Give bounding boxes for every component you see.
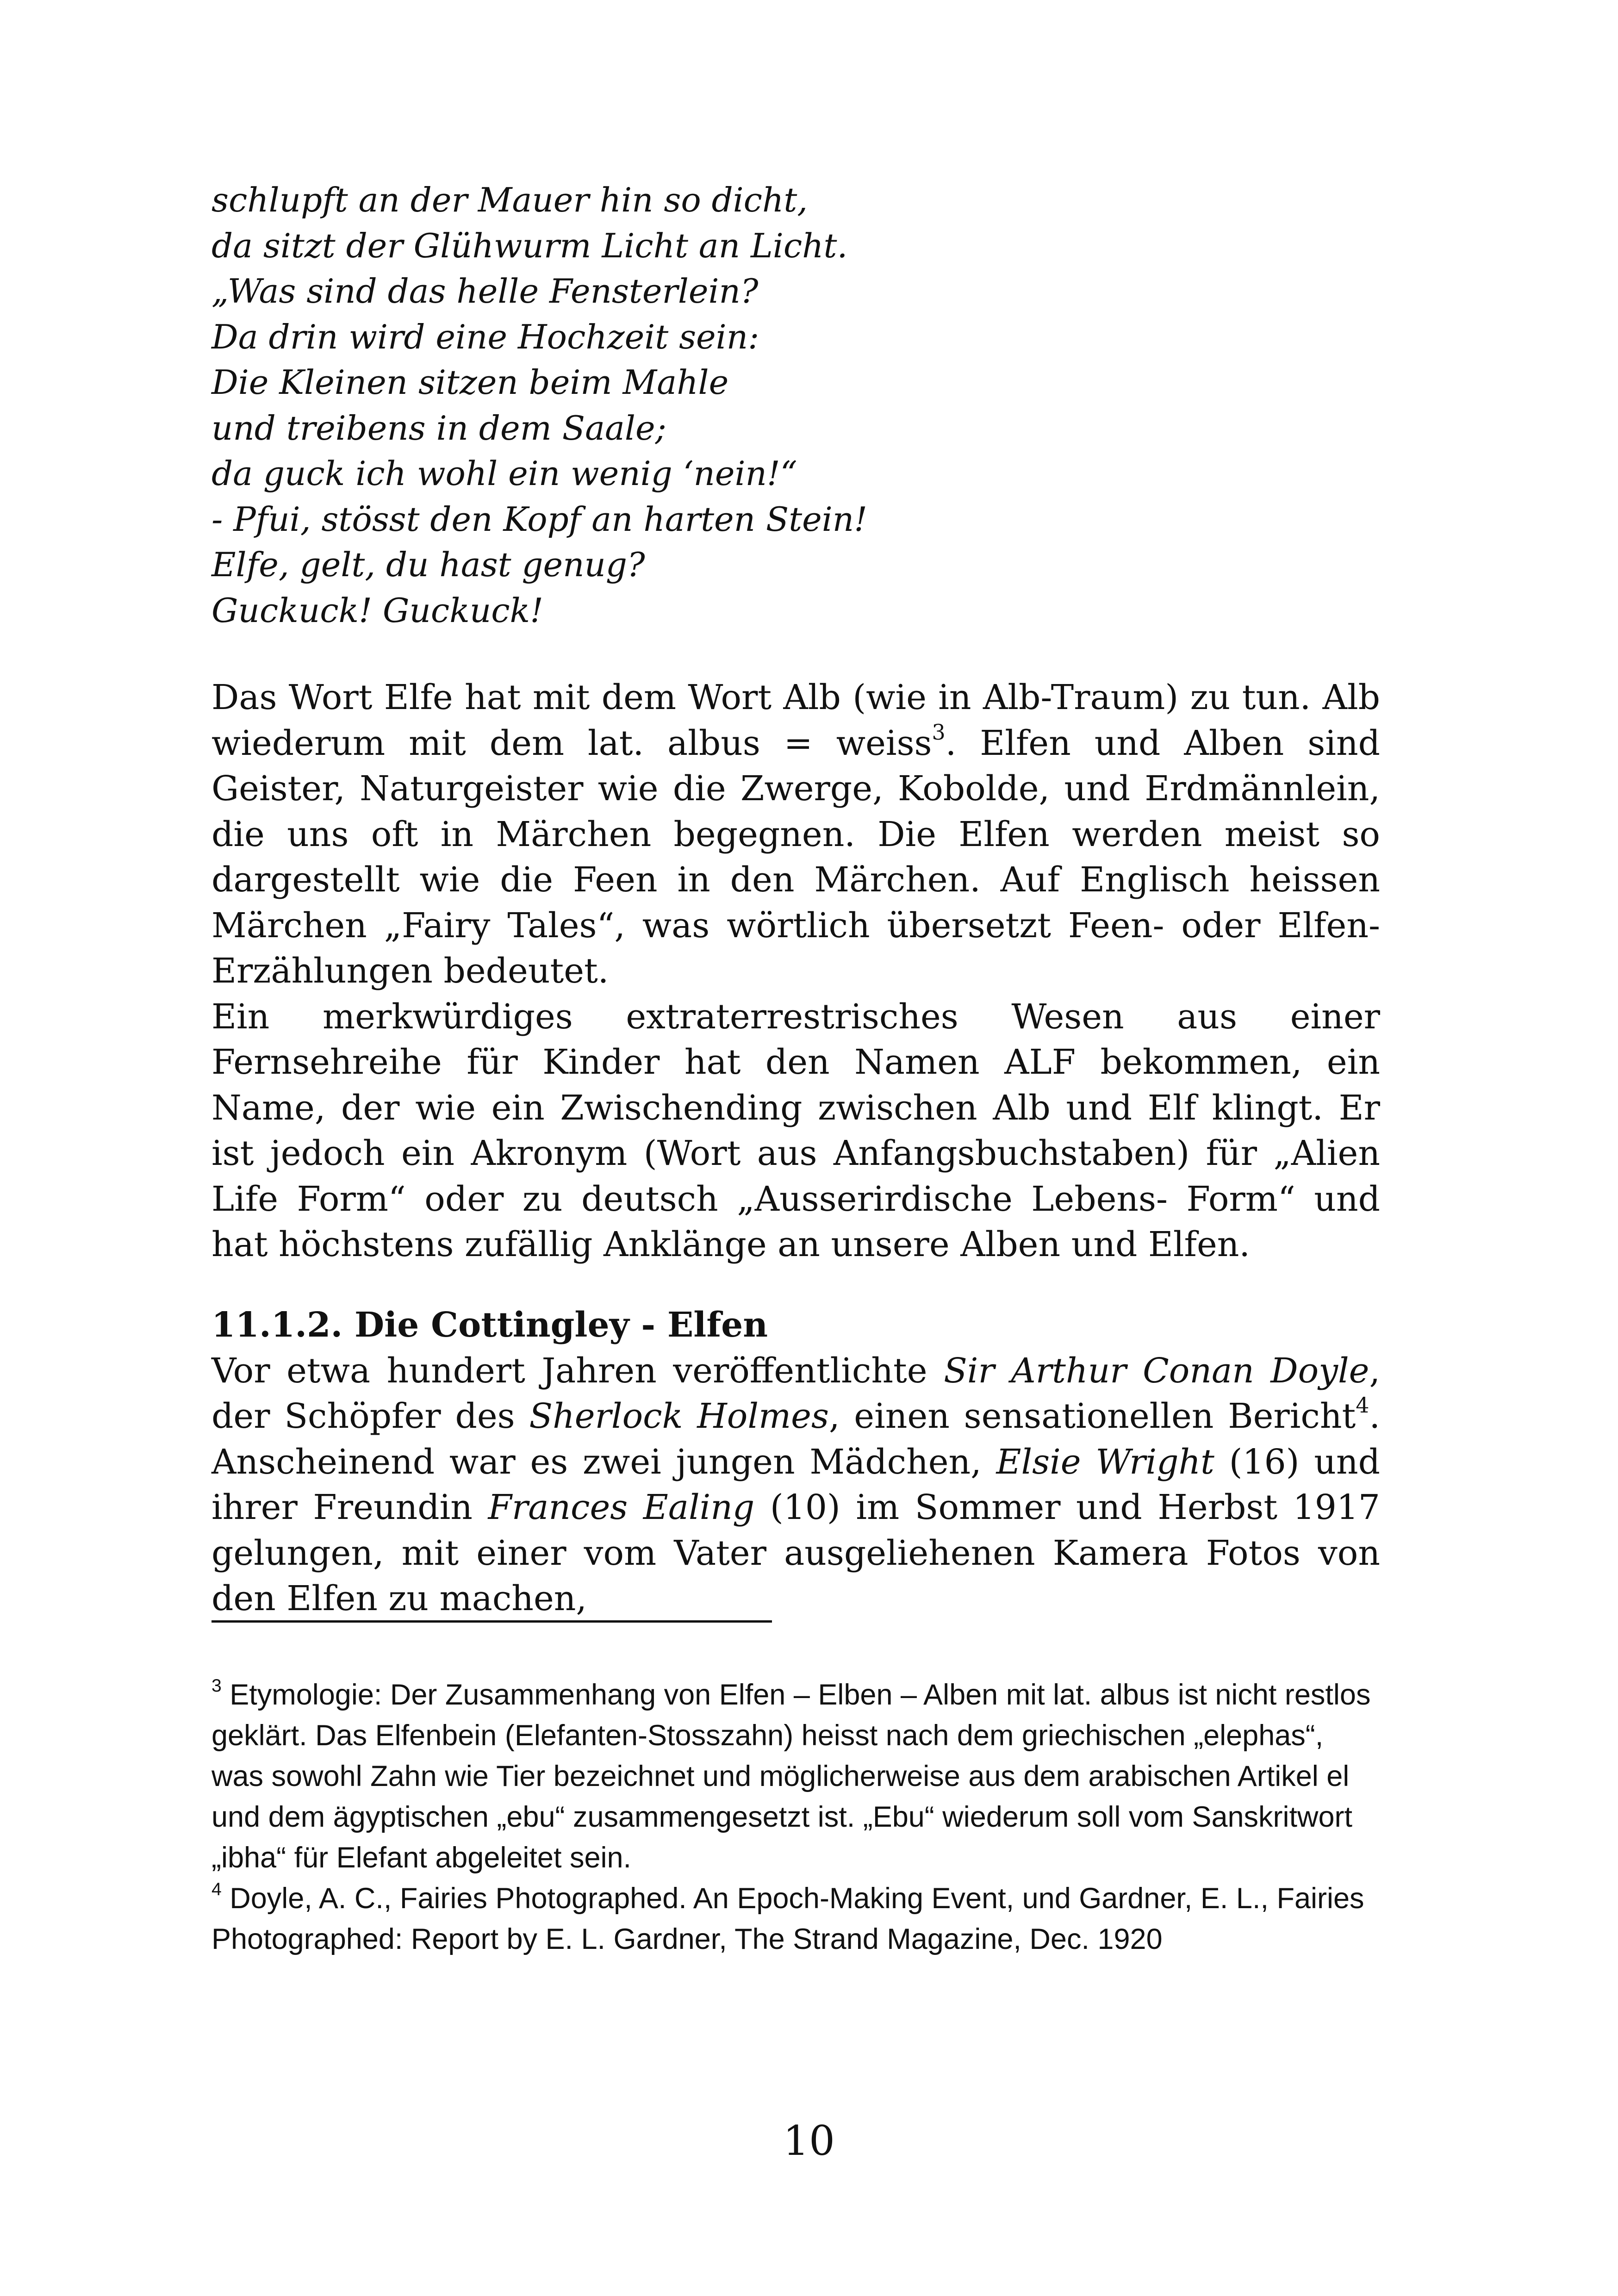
paragraph-elf-etymology bbox=[212, 675, 1380, 994]
footnote-text: Etymologie: Der Zusammenhang von Elfen – Elben – Alben mit lat. albus ist nicht restlos geklärt. Das Elfenbein (Elefanten-Stosszahn) heisst nach dem griechischen „elephas“, was sowohl Zahn wie Tier bezeichnet und möglicherweise aus dem arabischen Artikel el und dem ägyptischen „ebu“ zusammengesetzt ist. „Ebu“ wiederum soll vom Sanskritwort „ibha“ für Elefant abgeleitet sein. bbox=[212, 1679, 1371, 1874]
footnote-divider bbox=[212, 1620, 772, 1623]
paragraph-text: . Elfen und Alben sind Geister, Naturgeister wie die Zwerge, Kobolde, und Erdmännlein, die uns oft in Märchen begegnen. Die Elfen werden meist so dargestellt wie die Feen in den Märchen. Auf Englisch heissen Märchen „Fairy Tales“, was wörtlich übersetzt Feen- oder Elfen-Erzählungen bedeutet. bbox=[212, 723, 1380, 991]
poem-line: da guck ich wohl ein wenig ‘nein!“ bbox=[212, 454, 797, 493]
paragraph-text: Vor etwa hundert Jahren veröffentlichte bbox=[212, 1350, 944, 1391]
footnote-number: 4 bbox=[212, 1879, 222, 1900]
poem-line: - Pfui, stösst den Kopf an harten Stein! bbox=[212, 499, 868, 539]
body-paragraphs bbox=[212, 675, 1380, 1268]
paragraph-text: Das Wort Elfe hat mit dem Wort Alb (wie in Alb-Traum) zu tun. Alb wiederum mit dem lat. albus = weiss bbox=[212, 678, 1380, 763]
paragraph-text: (10) im Sommer und Herbst 1917 gelungen, mit einer vom Vater ausgeliehenen Kamera Fotos von den Elfen zu machen, bbox=[212, 1487, 1380, 1618]
poem-line: Die Kleinen sitzen beim Mahle bbox=[212, 363, 729, 402]
poem-line: Elfe, gelt, du hast genug? bbox=[212, 545, 645, 584]
footnote-number: 3 bbox=[212, 1676, 222, 1696]
section-cottingley bbox=[212, 1302, 1380, 1622]
page-number: 10 bbox=[783, 2117, 835, 2165]
poem-line: „Was sind das helle Fensterlein? bbox=[212, 272, 759, 311]
footnotes bbox=[212, 1674, 1380, 1960]
poem-line: Guckuck! Guckuck! bbox=[212, 591, 544, 630]
author-name: Sir Arthur Conan Doyle bbox=[944, 1350, 1369, 1391]
footnote-text: Doyle, A. C., Fairies Photographed. An Epoch-Making Event, und Gardner, E. L., Fairies Photographed: Report by E. L. Gardner, The Strand Magazine, Dec. 1920 bbox=[212, 1882, 1364, 1955]
footnote bbox=[212, 1674, 1380, 1878]
person-name: Elsie Wright bbox=[996, 1442, 1214, 1482]
poem-excerpt bbox=[212, 177, 1380, 633]
footnote-ref[interactable]: 4 bbox=[1356, 1393, 1369, 1418]
poem-line: da sitzt der Glühwurm Licht an Licht. bbox=[212, 226, 848, 265]
paragraph-text: , einen sensationellen Bericht bbox=[828, 1396, 1356, 1436]
paragraph-alf: Ein merkwürdiges extraterrestrisches Wesen aus einer Fernsehreihe für Kinder hat den Namen ALF bekommen, ein Name, der wie ein Zwischending zwischen Alb und Elf klingt. Er ist jedoch ein Akronym (Wort aus Anfangsbuchstaben) für „Alien Life Form“ oder zu deutsch „Ausserirdische Lebens- Form“ und hat höchstens zufällig Anklänge an unsere Alben und Elfen. bbox=[212, 996, 1380, 1264]
footnote bbox=[212, 1878, 1380, 1960]
paragraph-text: . Anscheinend war es zwei jungen Mädchen, bbox=[212, 1396, 1380, 1482]
poem-line: Da drin wird eine Hochzeit sein: bbox=[212, 317, 759, 356]
poem-line: und treibens in dem Saale; bbox=[212, 408, 666, 448]
poem-line: schlupft an der Mauer hin so dicht, bbox=[212, 180, 808, 219]
paragraph-text: , der Schöpfer des bbox=[212, 1350, 1380, 1436]
character-name: Sherlock Holmes bbox=[529, 1396, 829, 1436]
person-name: Frances Ealing bbox=[488, 1487, 755, 1527]
section-heading: 11.1.2. Die Cottingley - Elfen bbox=[212, 1305, 768, 1345]
footnote-ref[interactable]: 3 bbox=[932, 719, 946, 745]
paragraph-text: (16) und ihrer Freundin bbox=[212, 1442, 1380, 1527]
section-paragraph bbox=[212, 1348, 1380, 1622]
